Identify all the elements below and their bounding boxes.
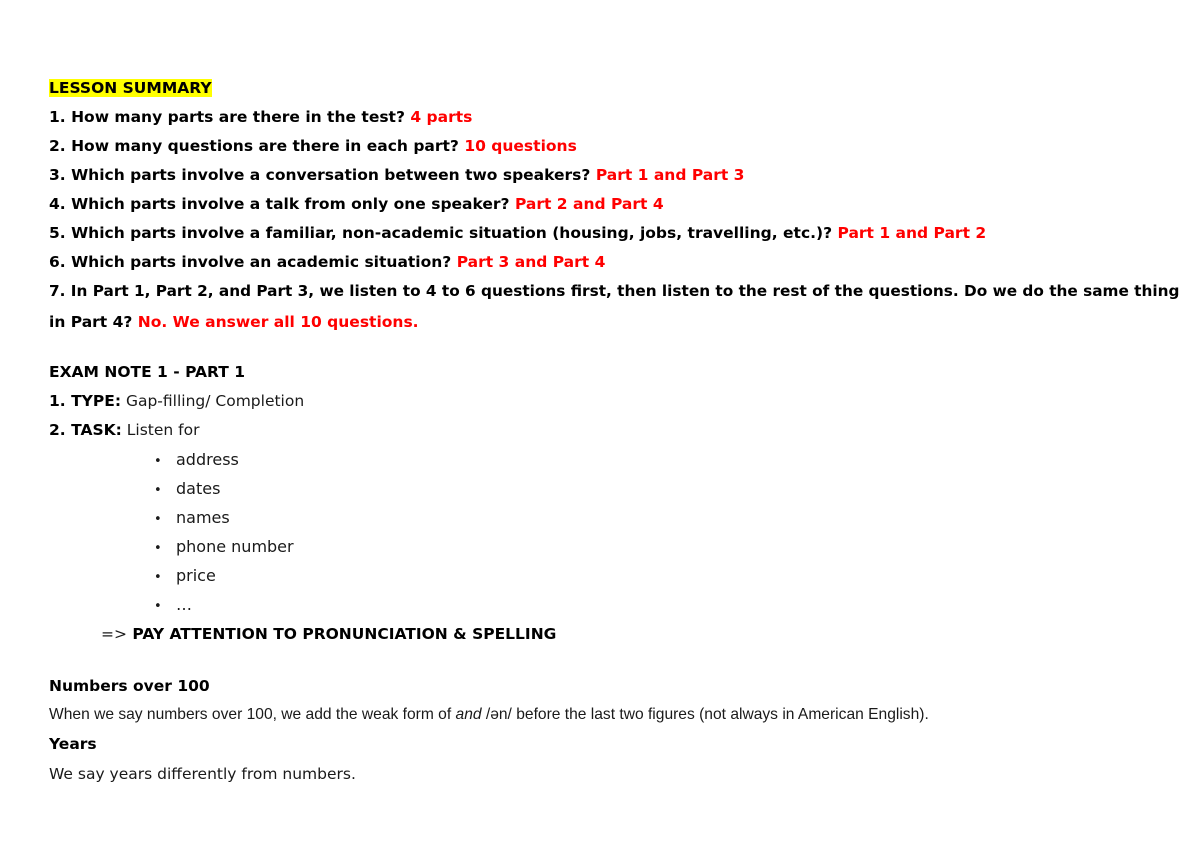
bullet-item: • address [154, 450, 239, 472]
answer-3: Part 1 and Part 3 [595, 166, 745, 184]
bullet-icon: • [154, 454, 162, 469]
bullet-item: • names [154, 508, 230, 530]
answer-7: No. We answer all 10 questions. [137, 313, 419, 331]
bullet-icon: • [154, 541, 162, 556]
exam-note-heading: EXAM NOTE 1 - PART 1 [49, 363, 245, 381]
summary-item-7-line1: 7. In Part 1, Part 2, and Part 3, we listen to 4 to 6 questions first, then listen to the rest of the questions. Do we do the same thing [49, 282, 1180, 300]
bullet-item: • … [154, 595, 192, 617]
summary-item-1: 1. How many parts are there in the test? 4 parts [49, 108, 473, 126]
arrow-icon: => [101, 625, 127, 643]
bullet-item: • phone number [154, 537, 294, 559]
numbers-heading: Numbers over 100 [49, 677, 210, 695]
bullet-icon: • [154, 512, 162, 527]
summary-item-3: 3. Which parts involve a conversation between two speakers? Part 1 and Part 3 [49, 166, 745, 184]
summary-item-4: 4. Which parts involve a talk from only one speaker? Part 2 and Part 4 [49, 195, 664, 213]
exam-note-type: 1. TYPE: Gap-filling/ Completion [49, 392, 305, 410]
bullet-item: • dates [154, 479, 220, 501]
bullet-icon: • [154, 570, 162, 585]
answer-4: Part 2 and Part 4 [514, 195, 664, 213]
answer-1: 4 parts [410, 108, 473, 126]
answer-5: Part 1 and Part 2 [837, 224, 987, 242]
summary-item-2: 2. How many questions are there in each part? 10 questions [49, 137, 577, 155]
exam-note-task: 2. TASK: Listen for [49, 421, 200, 439]
bullet-icon: • [154, 483, 162, 498]
attention-line: => PAY ATTENTION TO PRONUNCIATION & SPELLING [101, 625, 557, 643]
numbers-text: When we say numbers over 100, we add the weak form of and /ən/ before the last two figures (not always in American English). [49, 706, 929, 723]
summary-item-6: 6. Which parts involve an academic situation? Part 3 and Part 4 [49, 253, 606, 271]
bullet-icon: • [154, 599, 162, 614]
summary-item-7-line2: in Part 4? No. We answer all 10 questions. [49, 313, 419, 331]
years-heading: Years [49, 735, 97, 753]
answer-2: 10 questions [464, 137, 577, 155]
lesson-summary-heading [49, 78, 212, 98]
answer-6: Part 3 and Part 4 [456, 253, 606, 271]
years-text: We say years differently from numbers. [49, 765, 356, 783]
summary-item-5: 5. Which parts involve a familiar, non-academic situation (housing, jobs, travelling, etc.)? Part 1 and Part 2 [49, 224, 987, 242]
bullet-item: • price [154, 566, 216, 588]
lesson-summary-heading-text: LESSON SUMMARY [49, 79, 212, 97]
